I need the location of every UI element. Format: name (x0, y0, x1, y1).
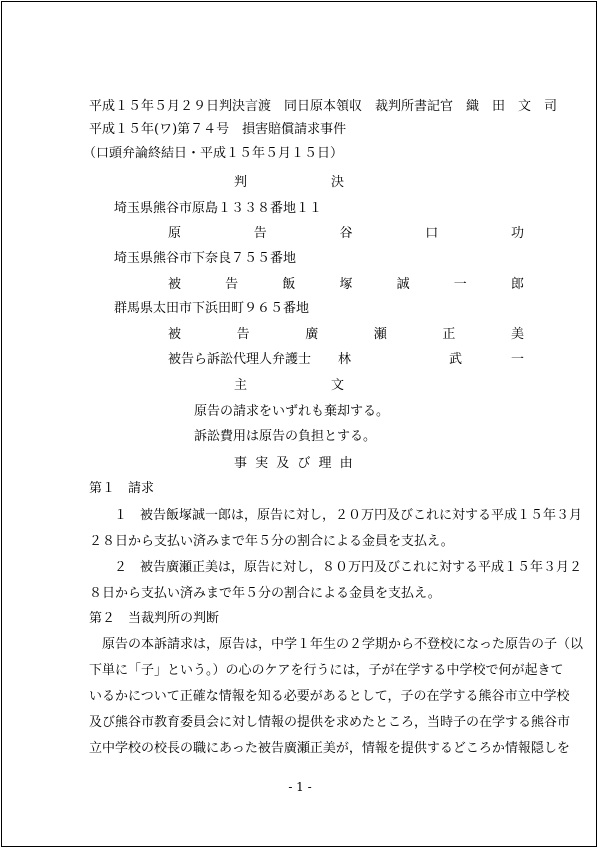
party-name-char: 口 (425, 226, 439, 241)
section2-line-4: 及び熊谷市教育委員会に対し情報の提供を求めたところ，当時子の在学する熊谷市 (89, 715, 571, 730)
party-role-char: 原 (168, 226, 182, 241)
party-name-char: 美 (510, 327, 524, 342)
main-text-heading-char: 文 (330, 378, 344, 393)
section1-item2-line-2: ８日から支払い済みまで年５分の割合による金員を支払え。 (89, 586, 441, 601)
page-number: - 1 - (288, 780, 312, 794)
defendant1-address: 埼玉県熊谷市下奈良７５５番地 (114, 251, 297, 266)
main-text-heading (234, 378, 344, 394)
defendant1-line (168, 277, 524, 293)
party-name-char: 一 (453, 277, 467, 292)
party-name-char: 正 (442, 327, 456, 342)
party-name-char: 塚 (339, 277, 353, 292)
party-name-char: 郎 (510, 277, 524, 292)
party-name-char: 功 (510, 226, 524, 241)
party-name-char: 廣 (305, 327, 319, 342)
party-role-char: 被 (168, 277, 182, 292)
main-text-line-1: 原告の請求をいずれも棄却する。 (194, 404, 390, 419)
header-line-1: 平成１５年５月２９日判決言渡 同日原本領収 裁判所書記官 織 田 文 司 (89, 99, 558, 114)
section1-item1-line-2: ２８日から支払い済みまで年５分の割合による金員を支払え。 (89, 534, 454, 549)
facts-and-reasons-heading: 事 実 及 び 理 由 (234, 456, 355, 471)
section2-line-2: 下単に「子」という。）の心のケアを行うには，子が在学する中学校で何が起きて (89, 663, 564, 678)
judgment-title-char: 決 (330, 175, 344, 190)
section2-line-1: 原告の本訴請求は，原告は，中学１年生の２学期から不登校になった原告の子（以 (102, 637, 584, 652)
defendant2-line (168, 327, 524, 343)
party-role-char: 告 (225, 277, 239, 292)
section1-item1-line-1: １ 被告飯塚誠一郎は，原告に対し，２０万円及びこれに対する平成１５年３月 (114, 508, 583, 523)
attorney-name-char: 武 (449, 352, 463, 367)
section2-line-3: いるかについて正確な情報を知る必要があるとして，子の在学する熊谷市立中学校 (89, 689, 570, 704)
party-name-char: 誠 (396, 277, 410, 292)
main-text-heading-char: 主 (234, 378, 248, 393)
attorney-name-char: 一 (511, 352, 525, 367)
attorney-label: 被告ら訴訟代理人弁護士 (168, 352, 312, 367)
main-text-line-2: 訴訟費用は原告の負担とする。 (194, 429, 377, 444)
party-name-char: 飯 (282, 277, 296, 292)
section1-item2-line-1: ２ 被告廣瀬正美は，原告に対し，８０万円及びこれに対する平成１５年３月２ (114, 560, 583, 575)
attorney-name-char: 林 (338, 352, 352, 367)
document-page (1, 1, 597, 847)
defendant2-address: 群馬県太田市下浜田町９６５番地 (114, 301, 310, 316)
party-role-char: 告 (236, 327, 250, 342)
section2-line-5: 立中学校の校長の職にあった被告廣瀬正美が，情報を提供するどころか情報隠しを (89, 741, 570, 756)
judgment-title-char: 判 (234, 175, 248, 190)
party-name-char: 瀬 (373, 327, 387, 342)
section2-heading: 第２ 当裁判所の判断 (89, 611, 220, 626)
party-role-char: 告 (253, 226, 267, 241)
section1-heading: 第１ 請求 (89, 481, 155, 496)
plaintiff-line (168, 226, 524, 242)
header-line-3: （口頭弁論終結日・平成１５年５月１５日） (83, 146, 344, 161)
header-line-2: 平成１５年(ワ)第７４号 損害賠償請求事件 (89, 122, 347, 137)
judgment-title (234, 175, 344, 191)
plaintiff-address: 埼玉県熊谷市原島１３３８番地１１ (114, 201, 323, 216)
party-name-char: 谷 (339, 226, 353, 241)
party-role-char: 被 (168, 327, 182, 342)
